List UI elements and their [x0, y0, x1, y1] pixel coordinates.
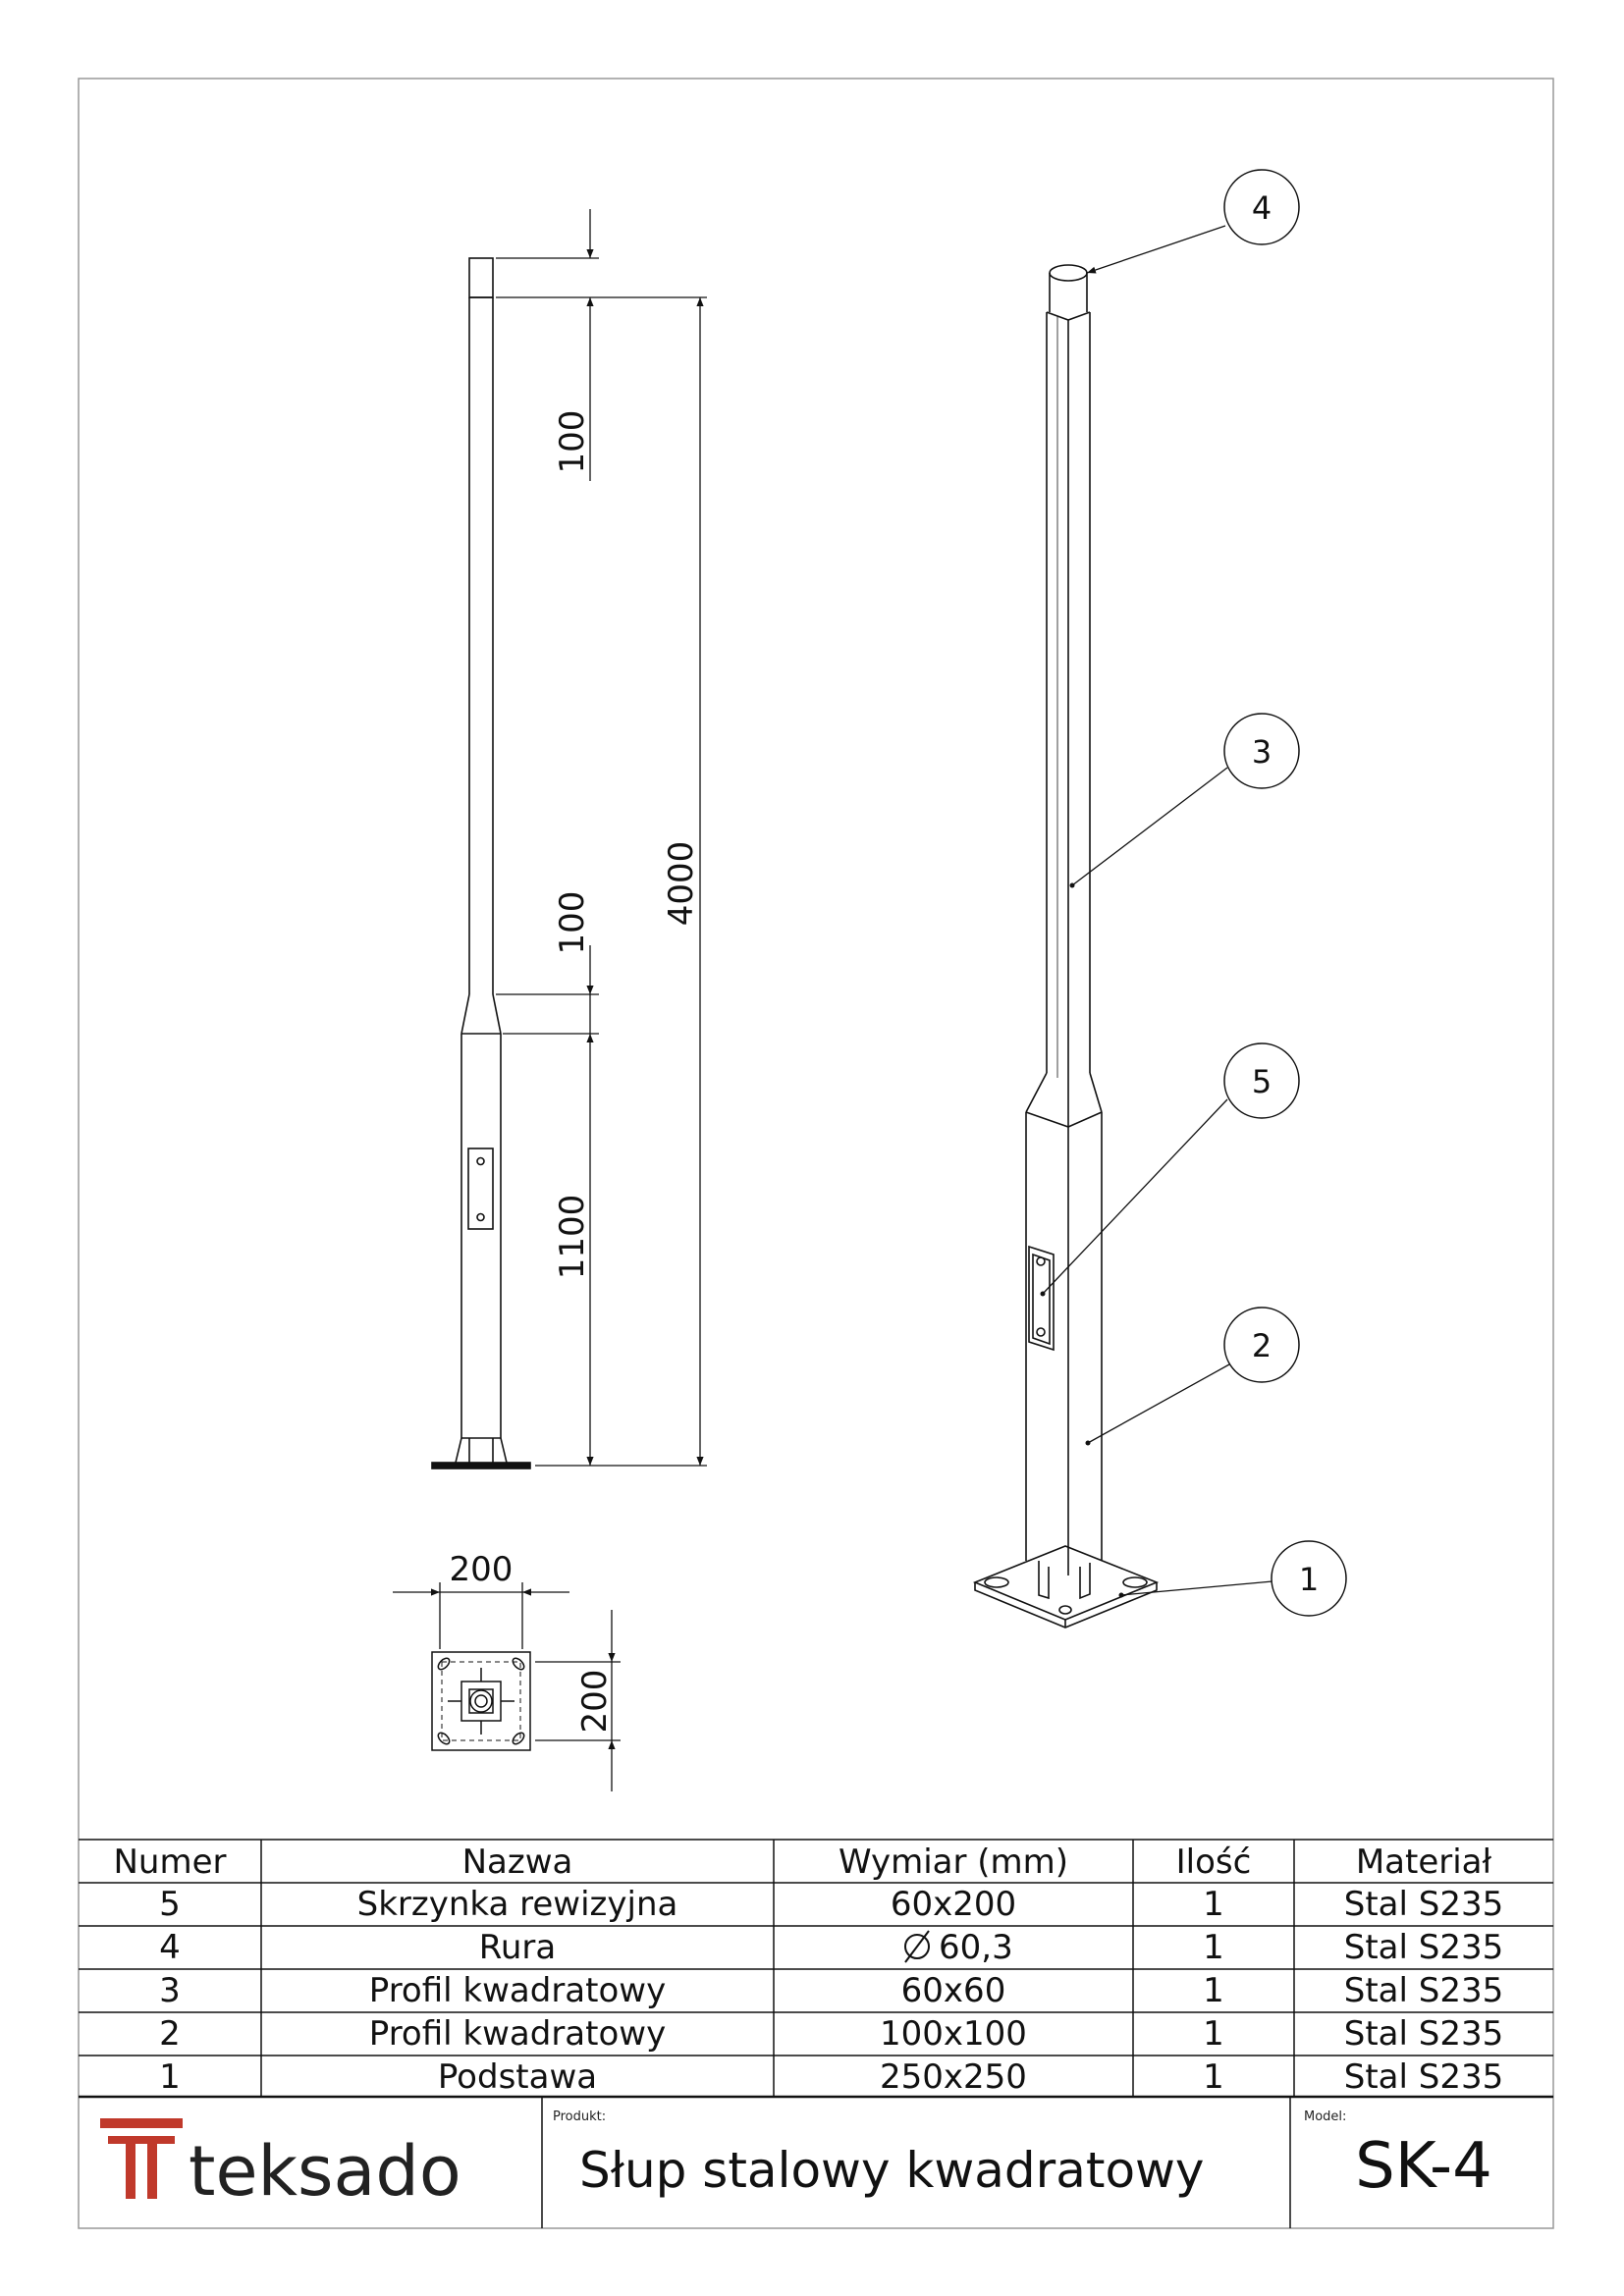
svg-text:Stal S235: Stal S235: [1343, 1885, 1504, 1924]
balloon-2: [1224, 1308, 1299, 1382]
svg-text:Stal S235: Stal S235: [1343, 1971, 1504, 2010]
product-label: Produkt:: [553, 2109, 607, 2124]
svg-text:60x60: 60x60: [900, 1971, 1006, 2010]
dim-total-height: 4000: [662, 840, 701, 927]
svg-text:1: 1: [1203, 2057, 1224, 2097]
svg-text:1: 1: [1203, 1928, 1224, 1967]
balloon-4: [1224, 170, 1299, 244]
table-row: [159, 1928, 1503, 1967]
table-row: [159, 1971, 1503, 2010]
teksado-logo: [100, 2118, 461, 2212]
front-view-dimensions: [496, 209, 707, 1466]
svg-text:1: 1: [1203, 1885, 1224, 1924]
svg-text:Podstawa: Podstawa: [437, 2057, 598, 2097]
svg-text:5: 5: [159, 1885, 181, 1924]
svg-text:1: 1: [1203, 2014, 1224, 2054]
svg-text:1: 1: [159, 2057, 181, 2097]
header-ilosc: Ilość: [1175, 1842, 1252, 1882]
balloon-1: [1272, 1541, 1346, 1616]
leader-dots: [1041, 883, 1124, 1598]
svg-text:3: 3: [159, 1971, 181, 2010]
svg-text:Profil kwadratowy: Profil kwadratowy: [368, 2014, 667, 2054]
svg-text:Skrzynka rewizyjna: Skrzynka rewizyjna: [356, 1885, 678, 1924]
balloon-5: [1224, 1043, 1299, 1118]
svg-text:60,3: 60,3: [939, 1928, 1013, 1967]
logo-t-icon: [100, 2118, 183, 2199]
svg-text:1: 1: [1203, 1971, 1224, 2010]
svg-text:3: 3: [1251, 733, 1272, 771]
svg-text:5: 5: [1251, 1063, 1272, 1100]
svg-text:2: 2: [1251, 1327, 1272, 1364]
svg-text:Rura: Rura: [478, 1928, 557, 1967]
dim-top-tube-1: 100: [553, 409, 592, 474]
parts-table: [79, 1840, 1553, 2097]
dim-base-depth: 200: [575, 1669, 615, 1734]
svg-text:Stal S235: Stal S235: [1343, 2014, 1504, 2054]
header-numer: Numer: [113, 1842, 227, 1882]
balloon-3: [1224, 714, 1299, 788]
svg-text:Stal S235: Stal S235: [1343, 1928, 1504, 1967]
svg-text:1: 1: [1298, 1561, 1320, 1598]
dim-lower-section: 1100: [553, 1194, 592, 1280]
table-row: [159, 1885, 1503, 1924]
logo-text: teksado: [189, 2131, 461, 2212]
isometric-view: [975, 265, 1157, 1628]
model-name: SK-4: [1355, 2130, 1492, 2203]
svg-text:Profil kwadratowy: Profil kwadratowy: [368, 1971, 667, 2010]
svg-text:Stal S235: Stal S235: [1343, 2057, 1504, 2097]
table-row: [159, 2014, 1503, 2054]
svg-text:4: 4: [159, 1928, 181, 1967]
table-row: [159, 2057, 1503, 2097]
base-plan-view: [432, 1652, 530, 1750]
svg-text:250x250: 250x250: [880, 2057, 1027, 2097]
svg-text:2: 2: [159, 2014, 181, 2054]
diameter-symbol-icon: [905, 1931, 929, 1962]
dim-base-width: 200: [449, 1550, 514, 1589]
header-nazwa: Nazwa: [461, 1842, 573, 1882]
front-view: [432, 258, 530, 1468]
svg-text:100x100: 100x100: [880, 2014, 1027, 2054]
product-name: Słup stalowy kwadratowy: [579, 2142, 1205, 2199]
svg-text:4: 4: [1251, 189, 1272, 227]
header-material: Materiał: [1355, 1842, 1492, 1882]
svg-text:60x200: 60x200: [890, 1885, 1017, 1924]
model-label: Model:: [1304, 2109, 1347, 2124]
dim-top-tube-2: 100: [553, 890, 592, 955]
header-wymiar: Wymiar (mm): [838, 1842, 1069, 1882]
leader-lines: [1043, 226, 1272, 1595]
drawing-frame: [79, 79, 1553, 2228]
